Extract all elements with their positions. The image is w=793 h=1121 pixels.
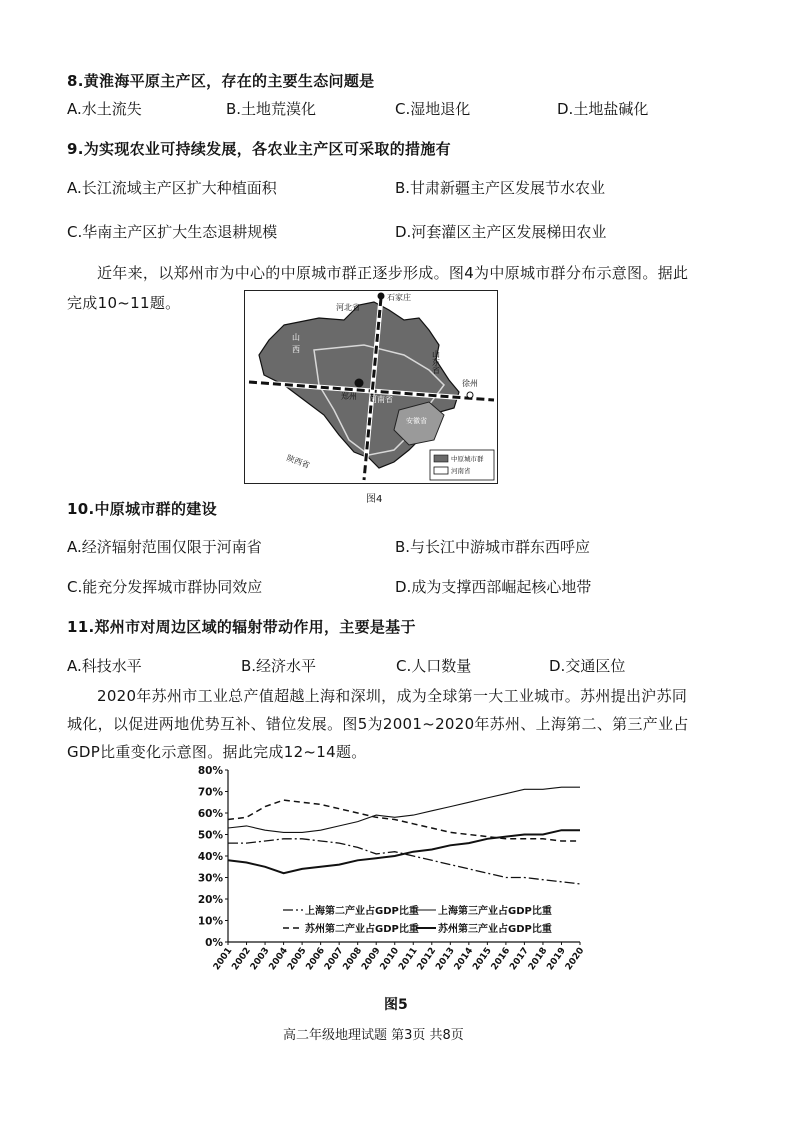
chart-legend	[283, 904, 552, 935]
legend-label-henan: 河南省	[451, 467, 471, 475]
x-tick-label: 2010	[378, 945, 402, 973]
y-tick-label: 30%	[197, 872, 223, 885]
q10-option-d: D.成为支撑西部崛起核心地带	[395, 578, 592, 596]
x-tick-label: 2002	[230, 945, 253, 973]
y-tick-label: 20%	[197, 894, 223, 906]
x-tick-label: 2015	[471, 945, 494, 973]
q9-option-a: A.长江流域主产区扩大种植面积	[67, 179, 277, 197]
chart-axes	[198, 765, 587, 972]
q10-option-a: A.经济辐射范围仅限于河南省	[67, 538, 262, 556]
y-tick-label: 0%	[205, 937, 223, 949]
intro2-line3: GDP比重变化示意图。据此完成12~14题。	[67, 743, 367, 761]
x-tick-label: 2007	[323, 945, 346, 973]
label-shanxi-2: 西	[292, 345, 300, 354]
legend-swatch-cluster	[434, 455, 448, 462]
y-tick-label: 10%	[197, 915, 223, 928]
intro2-line1: 2020年苏州市工业总产值超越上海和深圳，成为全球第一大工业城市。苏州提出沪苏同	[97, 687, 688, 705]
q9-option-b: B.甘肃新疆主产区发展节水农业	[395, 179, 606, 197]
zhengzhou-dot	[355, 379, 364, 388]
series-line-3	[228, 830, 580, 873]
q9-option-d: D.河套灌区主产区发展梯田农业	[395, 223, 607, 241]
figure4-caption: 图4	[366, 494, 383, 505]
x-tick-label: 2012	[415, 945, 439, 973]
label-xuzhou: 徐州	[462, 379, 478, 388]
x-tick-label: 2020	[563, 945, 587, 973]
x-tick-label: 2017	[508, 945, 531, 973]
legend-label-2: 苏州第二产业占GDP比重	[305, 924, 419, 935]
x-tick-label: 2003	[248, 945, 272, 973]
q11-option-a: A.科技水平	[67, 657, 142, 675]
label-henan: 河南省	[369, 395, 393, 404]
page-footer: 高二年级地理试题 第3页 共8页	[283, 1028, 464, 1043]
y-tick-label: 50%	[197, 829, 223, 842]
label-shaanxi: 陕西省	[285, 453, 311, 471]
gdp-share-line-chart	[188, 762, 608, 980]
q11-option-c: C.人口数量	[396, 657, 472, 675]
q8-option-b: B.土地荒漠化	[226, 100, 317, 118]
q11-option-b: B.经济水平	[241, 657, 317, 675]
shijiazhuang-dot	[378, 293, 385, 300]
series-line-0	[228, 839, 580, 884]
q9-option-c: C.华南主产区扩大生态退耕规模	[67, 223, 278, 241]
label-hebei: 河北省	[336, 303, 360, 312]
x-tick-label: 2006	[304, 945, 328, 973]
x-tick-label: 2011	[397, 945, 420, 973]
x-tick-label: 2016	[489, 945, 513, 973]
legend-label-3: 苏州第三产业占GDP比重	[438, 924, 552, 935]
x-tick-label: 2008	[341, 945, 365, 973]
x-tick-label: 2014	[452, 945, 476, 973]
intro2-line2: 城化，以促进两地优势互补、错位发展。图5为2001~2020年苏州、上海第二、第三产业占	[67, 715, 689, 733]
intro1-line1: 近年来，以郑州市为中心的中原城市群正逐步形成。图4为中原城市群分布示意图。据此	[97, 264, 689, 282]
q10-option-c: C.能充分发挥城市群协同效应	[67, 578, 263, 596]
q10-option-b: B.与长江中游城市群东西呼应	[395, 538, 591, 556]
xuzhou-dot	[467, 392, 473, 398]
x-tick-label: 2001	[211, 945, 235, 973]
x-tick-label: 2009	[360, 945, 383, 973]
q11-stem: 11.郑州市对周边区域的辐射带动作用，主要是基于	[67, 618, 416, 636]
x-tick-label: 2013	[434, 945, 457, 973]
x-tick-label: 2004	[267, 945, 291, 973]
x-tick-label: 2005	[285, 945, 309, 973]
series-line-1	[228, 787, 580, 832]
label-shijiazhuang: 石家庄	[387, 293, 411, 302]
y-tick-label: 80%	[197, 765, 223, 777]
label-anhui: 安徽省	[406, 417, 427, 425]
chart-series	[228, 787, 580, 884]
q8-option-c: C.湿地退化	[395, 100, 471, 118]
y-tick-label: 70%	[197, 786, 223, 799]
x-tick-label: 2018	[526, 945, 550, 973]
central-plains-map	[244, 290, 498, 484]
legend-label-1: 上海第三产业占GDP比重	[438, 906, 552, 917]
legend-label-cluster: 中原城市群	[451, 455, 484, 463]
q11-option-d: D.交通区位	[549, 657, 626, 675]
y-tick-label: 40%	[197, 851, 223, 863]
q10-stem: 10.中原城市群的建设	[67, 500, 217, 518]
q8-option-d: D.土地盐碱化	[557, 100, 649, 118]
legend-label-0: 上海第二产业占GDP比重	[305, 906, 419, 917]
figure5-caption: 图5	[384, 997, 408, 1013]
y-tick-label: 60%	[197, 808, 223, 820]
q9-stem: 9.为实现农业可持续发展，各农业主产区可采取的措施有	[67, 140, 451, 158]
x-tick-label: 2019	[545, 945, 568, 973]
legend-swatch-henan	[434, 467, 448, 474]
label-shandong: 山东省	[431, 350, 441, 374]
label-shanxi-1: 山	[292, 333, 300, 342]
q8-option-a: A.水土流失	[67, 100, 142, 118]
q8-stem: 8.黄淮海平原主产区，存在的主要生态问题是	[67, 72, 375, 90]
label-zhengzhou: 郑州	[341, 392, 357, 401]
intro1-line2: 完成10~11题。	[67, 294, 181, 312]
